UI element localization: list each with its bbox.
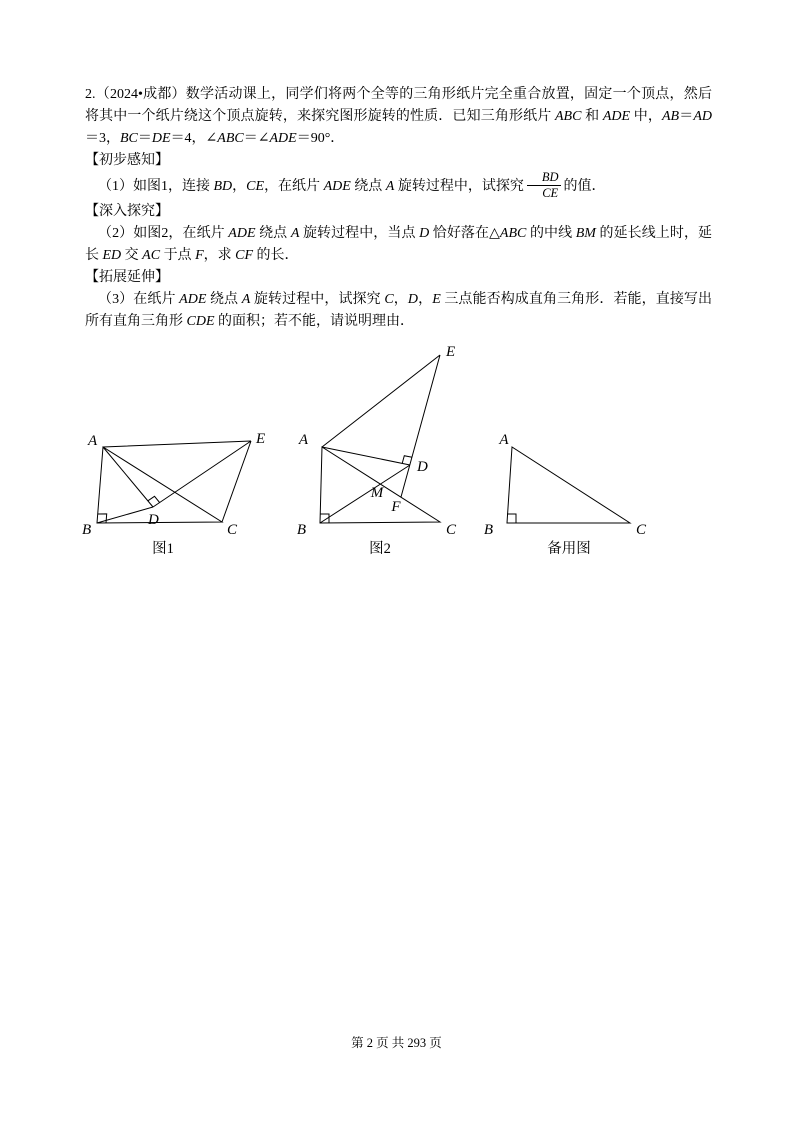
question-2: （2）如图2，在纸片 ADE 绕点 A 旋转过程中，当点 D 恰好落在△ABC 的中线 BM 的延长线上时，延长 ED 交 AC 于点 F，求 CF 的长． (85, 226, 713, 264)
figure3-caption: 备用图 (547, 541, 591, 557)
figure1-label-D: D (148, 512, 159, 528)
figure2-label-F: F (391, 499, 401, 515)
figure2-label-B: B (296, 522, 306, 538)
problem-content (85, 84, 712, 333)
figure2-label-D: D (417, 459, 428, 475)
section-header-shenrutanjiu: 【深入探究】 (85, 204, 169, 220)
figure3-edges (507, 447, 630, 523)
figure3-label-C: C (636, 522, 647, 538)
figure1-right-angle-D-icon (148, 496, 160, 502)
problem-statement: 2.（2024•成都）数学活动课上，同学们将两个全等的三角形纸片完全重合放置，固定一个顶点，然后将其中一个纸片绕这个顶点旋转，来探究图形旋转的性质．已知三角形纸片 ABC 和 ADE 中，AB＝AD＝3，BC＝DE＝4，∠ABC＝∠ADE＝90°． (85, 87, 713, 146)
section-header-chubuganzhi: 【初步感知】 (85, 153, 169, 168)
figure1-edges (97, 441, 251, 523)
geometry-figures (80, 340, 660, 565)
figure1-label-B: B (82, 522, 92, 538)
figure-2 (297, 344, 457, 557)
figure-1 (82, 431, 265, 557)
question-3: （3）在纸片 ADE 绕点 A 旋转过程中，试探究 C，D，E 三点能否构成直角三角形．若能，直接写出所有直角三角形 CDE 的面积；若不能，请说明理由． (85, 292, 713, 330)
figure1-label-E: E (256, 431, 266, 447)
question-1: （1）如图1，连接 BD，CE，在纸片 ADE 绕点 A 旋转过程中，试探究 $\frac{BD}{CE}$ 的值． (98, 170, 606, 201)
section-header-tuozhanyanshen: 【拓展延伸】 (85, 270, 169, 286)
figure-3 (484, 432, 647, 557)
figure2-label-A: A (298, 432, 308, 448)
figure2-caption: 图2 (369, 541, 391, 557)
figure1-caption: 图1 (152, 541, 174, 557)
figure1-label-A: A (88, 433, 98, 449)
figure3-right-angle-B-icon (507, 514, 516, 523)
figure2-label-M: M (370, 485, 384, 501)
figure2-label-E: E (446, 344, 456, 360)
fraction: $\frac{BD}{CE}$ (527, 171, 561, 200)
figure2-label-C: C (446, 522, 457, 538)
figure1-label-C: C (227, 522, 238, 538)
figure3-label-B: B (483, 522, 493, 538)
page-number: 第 2 页 共 293 页 (351, 1036, 442, 1050)
figure3-label-A: A (499, 432, 509, 448)
